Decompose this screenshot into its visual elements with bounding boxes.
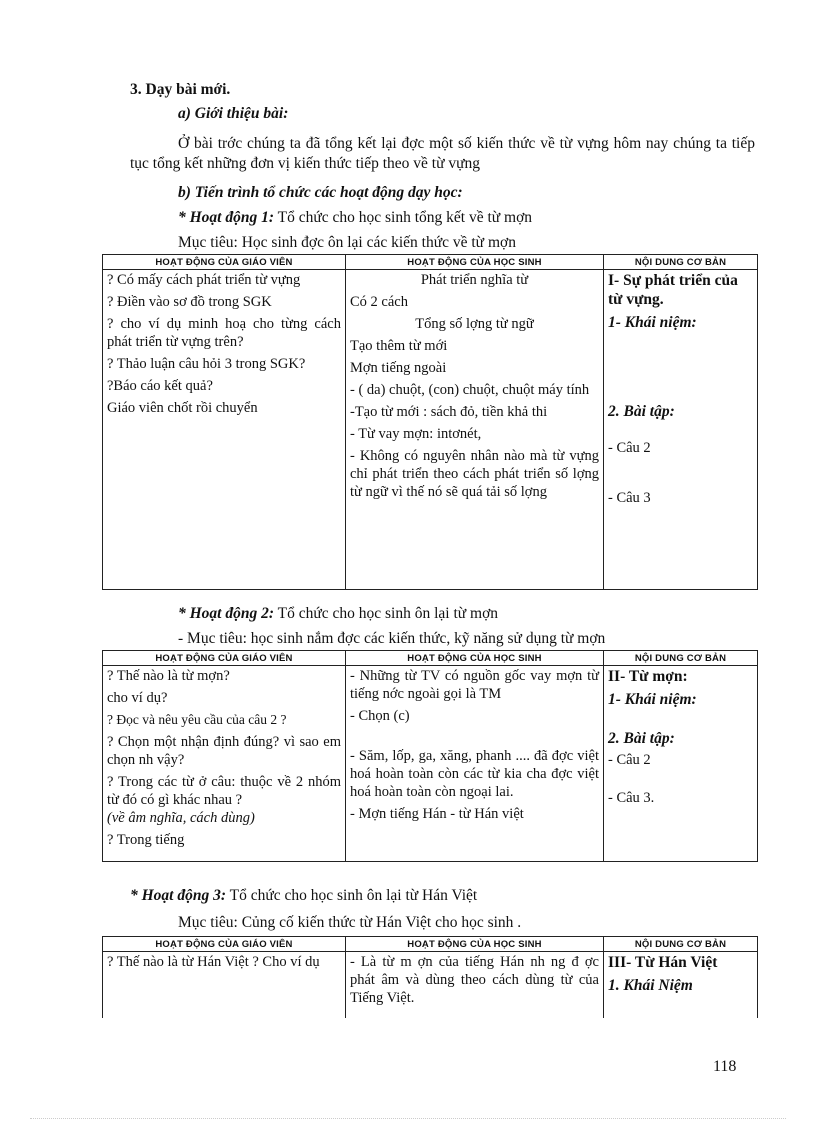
teacher-item: ? Điền vào sơ đồ trong SGK: [107, 294, 272, 310]
activity2-table: [102, 650, 758, 862]
activity3-title: [130, 886, 477, 906]
content-cell: [604, 952, 758, 1018]
student-item: Phát triển nghĩa từ: [420, 272, 529, 288]
teacher-item: ? Thảo luận câu hỏi 3 trong SGK?: [107, 356, 306, 372]
activity2-objective: - Mục tiêu: học sinh nắm đợc các kiến thức, kỹ năng sử dụng từ mợn: [178, 630, 606, 647]
process-heading: b) Tiến trình tổ chức các hoạt động dạy học:: [178, 184, 463, 201]
teacher-item: ? Trong các từ ở câu: thuộc về 2 nhóm từ đó có gì khác nhau ?: [107, 774, 341, 808]
content-cell: [604, 666, 758, 862]
activity3-table: [102, 936, 758, 1018]
student-item: Tổng số lợng từ ngữ: [415, 316, 534, 332]
content-q2: - Câu 2: [608, 440, 651, 456]
header-content: NỘI DUNG CƠ BẢN: [604, 255, 758, 270]
student-cell: [346, 270, 604, 590]
activity2-text: Tổ chức cho học sinh ôn lại từ mợn: [274, 605, 499, 622]
content-exercise: 2. Bài tập:: [608, 403, 675, 420]
student-item: Tạo thêm từ mới: [350, 338, 448, 354]
teacher-cell: [103, 666, 346, 862]
activity1-table: [102, 254, 758, 590]
activity2-title: [178, 604, 498, 624]
activity1-objective: Mục tiêu: Học sinh đợc ôn lại các kiến thức về từ mợn: [178, 234, 516, 251]
student-item: - Những từ TV có nguồn gốc vay mợn từ tiếng nớc ngoài gọi là TM: [350, 668, 599, 702]
student-item: - Mợn tiếng Hán - từ Hán việt: [350, 806, 524, 822]
table-row: [103, 270, 758, 590]
student-item: - Săm, lốp, ga, xăng, phanh .... đã đợc việt hoá hoàn toàn còn các từ kia cha đợc việt hoá hoàn toàn còn ngoại lai.: [350, 748, 599, 800]
teacher-item: ? cho ví dụ minh hoạ cho từng cách phát triển từ vựng trên?: [107, 316, 341, 350]
activity3-objective: Mục tiêu: Củng cố kiến thức từ Hán Việt cho học sinh .: [178, 914, 522, 931]
student-item: - Là từ m ợn của tiếng Hán nh ng đ ợc phát âm và dùng theo cách dùng từ của Tiếng Việt.: [350, 954, 599, 1006]
activity1-label: * Hoạt động 1:: [178, 209, 275, 226]
content-concept: 1- Khái niệm:: [608, 314, 697, 331]
content-heading: III- Từ Hán Việt: [608, 954, 718, 971]
teacher-item: ? Đọc và nêu yêu cầu của câu 2 ?: [107, 712, 287, 727]
content-q2: - Câu 2: [608, 752, 651, 768]
student-cell: [346, 666, 604, 862]
content-q3: - Câu 3: [608, 490, 651, 506]
header-student: HOẠT ĐỘNG CỦA HỌC SINH: [346, 651, 604, 666]
teacher-item: ? Chọn một nhận định đúng? vì sao em chọn nh vậy?: [107, 734, 341, 768]
teacher-item: cho ví dụ?: [107, 690, 168, 706]
activity1-title: [178, 208, 532, 228]
content-exercise: 2. Bài tập:: [608, 730, 675, 747]
teacher-item: ? Thế nào là từ mợn?: [107, 668, 230, 684]
student-item: - Chọn (c): [350, 708, 410, 724]
section-title: 3. Dạy bài mới.: [130, 81, 231, 98]
header-student: HOẠT ĐỘNG CỦA HỌC SINH: [346, 255, 604, 270]
activity3-label: * Hoạt động 3:: [130, 887, 227, 904]
header-teacher: HOẠT ĐỘNG CỦA GIÁO VIÊN: [103, 937, 346, 952]
content-concept: 1- Khái niệm:: [608, 691, 697, 708]
teacher-cell: [103, 952, 346, 1018]
content-cell: [604, 270, 758, 590]
intro-paragraph: Ở bài trớc chúng ta đã tổng kết lại đợc một số kiến thức về từ vựng hôm nay chúng ta tiếp tục tổng kết những đơn vị kiến thức tiếp theo về từ vựng: [130, 135, 755, 172]
activity2-label: * Hoạt động 2:: [178, 605, 275, 622]
student-item: Có 2 cách: [350, 294, 408, 310]
header-teacher: HOẠT ĐỘNG CỦA GIÁO VIÊN: [103, 651, 346, 666]
header-content: NỘI DUNG CƠ BẢN: [604, 937, 758, 952]
teacher-item: ? Thế nào là từ Hán Việt ? Cho ví dụ: [107, 954, 320, 970]
student-item: Mợn tiếng ngoài: [350, 360, 447, 376]
table-row: [103, 952, 758, 1018]
student-item: -Tạo từ mới : sách đỏ, tiền khả thi: [350, 404, 548, 420]
teacher-item: ? Trong tiếng: [107, 832, 185, 848]
content-heading: I- Sự phát triển của từ vựng.: [608, 272, 738, 308]
teacher-item: ? Có mấy cách phát triển từ vựng: [107, 272, 301, 288]
student-item: - Từ vay mợn: intơnét,: [350, 426, 482, 442]
teacher-cell: [103, 270, 346, 590]
activity3-text: Tổ chức cho học sinh ôn lại từ Hán Việt: [226, 887, 478, 904]
header-content: NỘI DUNG CƠ BẢN: [604, 651, 758, 666]
header-student: HOẠT ĐỘNG CỦA HỌC SINH: [346, 937, 604, 952]
table-header-row: [103, 651, 758, 666]
teacher-item-note: (về âm nghĩa, cách dùng): [107, 810, 255, 826]
teacher-item: ?Báo cáo kết quả?: [107, 378, 213, 394]
table-header-row: [103, 937, 758, 952]
header-teacher: HOẠT ĐỘNG CỦA GIÁO VIÊN: [103, 255, 346, 270]
table-row: [103, 666, 758, 862]
content-heading: II- Từ mợn:: [608, 668, 688, 685]
footer-divider: [30, 1118, 786, 1119]
table-header-row: [103, 255, 758, 270]
page-number: 118: [713, 1058, 737, 1075]
content-q3: - Câu 3.: [608, 790, 655, 806]
activity1-text: Tổ chức cho học sinh tổng kết về từ mợn: [274, 209, 533, 226]
student-item: - ( da) chuột, (con) chuột, chuột máy tính: [350, 382, 590, 398]
teacher-item: Giáo viên chốt rồi chuyển: [107, 400, 258, 416]
student-cell: [346, 952, 604, 1018]
intro-heading: a) Giới thiệu bài:: [178, 105, 289, 122]
content-concept: 1. Khái Niệm: [608, 977, 693, 994]
student-item: - Không có nguyên nhân nào mà từ vựng chỉ phát triển theo cách phát triển số lợng từ ngữ vì thế nó sẽ quá tải số lợng: [350, 448, 599, 500]
